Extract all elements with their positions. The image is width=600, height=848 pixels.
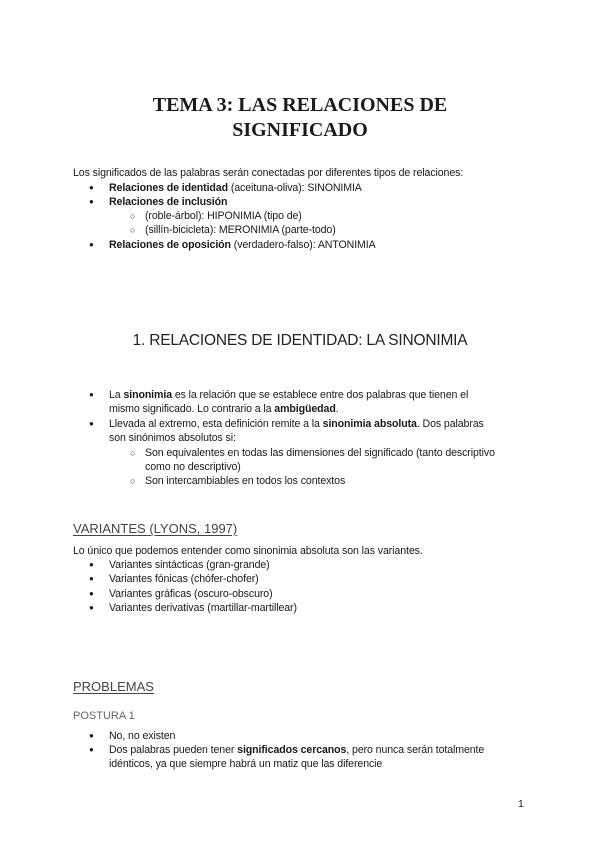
list-item: ● Dos palabras pueden tener significados cercanos, pero nunca serán totalmente — [109, 743, 484, 757]
list-item: ● Relaciones de oposición (verdadero-falso): ANTONIMIA — [109, 238, 376, 252]
section-heading: 1. RELACIONES DE IDENTIDAD: LA SINONIMIA — [132, 332, 468, 349]
variants-intro: Lo único que podemos entender como sinonimia absoluta son las variantes. — [73, 545, 423, 557]
list-item: ● Variantes derivativas (martillar-martillear) — [109, 601, 297, 615]
sub-list-item-continuation: como no descriptivo) — [145, 461, 241, 473]
sub-list-item: ○ (sillín-bicicleta): MERONIMIA (parte-todo) — [145, 223, 336, 237]
list-item: ● Relaciones de identidad (aceituna-oliva): SINONIMIA — [109, 181, 362, 195]
list-item: ● Llevada al extremo, esta definición remite a la sinonimia absoluta. Dos palabras — [109, 417, 484, 431]
list-item-continuation: mismo significado. Lo contrario a la ambigüedad. — [109, 403, 339, 415]
sub-list-item: ○ Son intercambiables en todos los contextos — [145, 474, 345, 488]
sub-list-item: ○ (roble-árbol): HIPONIMIA (tipo de) — [145, 209, 302, 223]
list-item: ● Variantes gráficas (oscuro-obscuro) — [109, 587, 273, 601]
subsection-heading-variants: VARIANTES (LYONS, 1997) — [73, 521, 238, 536]
list-item: ● Variantes fónicas (chófer-chofer) — [109, 572, 259, 586]
document-title — [0, 93, 600, 143]
list-item: ● No, no existen — [109, 729, 175, 743]
list-item-continuation: idénticos, ya que siempre habrá un matiz que las diferencie — [109, 758, 383, 770]
intro-text: Los significados de las palabras serán conectadas por diferentes tipos de relaciones: — [73, 167, 464, 179]
list-item-continuation: son sinónimos absolutos si: — [109, 432, 236, 444]
sub-list-item: ○ Son equivalentes en todas las dimensiones del significado (tanto descriptivo — [145, 446, 495, 460]
list-item: ● La sinonimia es la relación que se establece entre dos palabras que tienen el — [109, 388, 468, 402]
subsection-heading-problems: PROBLEMAS — [73, 679, 154, 694]
page-number: 1 — [518, 798, 524, 810]
title-line-1: TEMA 3: LAS RELACIONES DE — [152, 94, 448, 116]
postura-heading: POSTURA 1 — [73, 710, 135, 722]
list-item: ● Relaciones de inclusión — [109, 195, 227, 209]
list-item: ● Variantes sintácticas (gran-grande) — [109, 558, 270, 572]
title-line-2: SIGNIFICADO — [232, 119, 368, 141]
